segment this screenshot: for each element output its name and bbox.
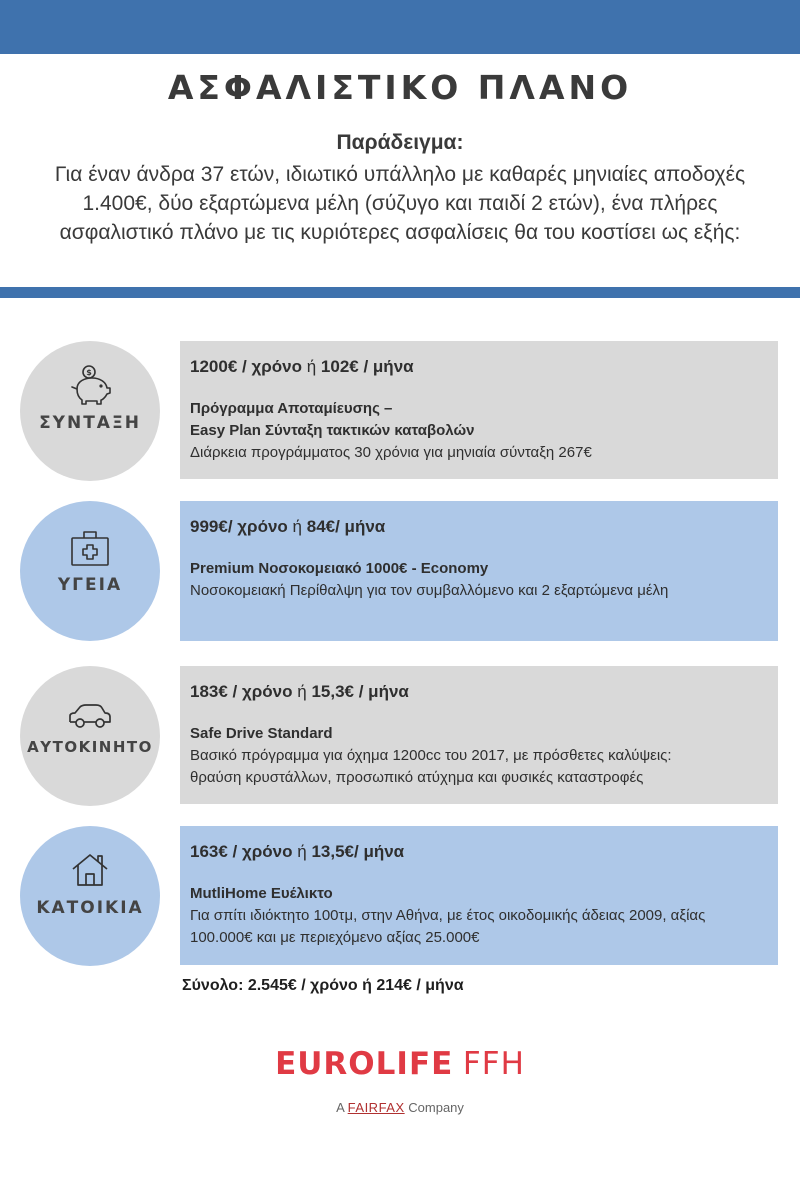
svg-text:$: $ bbox=[86, 368, 92, 377]
pension-price: 1200€ / χρόνο ή 102€ / μήνα bbox=[190, 357, 414, 376]
home-description: Για σπίτι ιδιόκτητο 100τμ, στην Αθήνα, με έτος οικοδομικής άδειας 2009, αξίας 100.000€ και με περιεχόμενο αξίας 25.000€ bbox=[190, 907, 706, 946]
house-icon bbox=[71, 853, 109, 887]
total-cost: Σύνολο: 2.545€ / χρόνο ή 214€ / μήνα bbox=[182, 977, 464, 994]
car-icon bbox=[67, 702, 113, 730]
eurolife-logo bbox=[0, 1046, 800, 1082]
car-product: Safe Drive Standard bbox=[190, 725, 333, 742]
fairfax-name: FAIRFAX bbox=[347, 1100, 405, 1115]
car-panel bbox=[180, 666, 778, 804]
health-price: 999€/ χρόνο ή 84€/ μήνα bbox=[190, 517, 386, 536]
intro-line: 1.400€, δύο εξαρτώμενα μέλη (σύζυγο και παιδί 2 ετών), ένα πλήρες bbox=[82, 192, 718, 215]
pension-circle bbox=[20, 341, 160, 481]
home-product: MutliHome Ευέλικτο bbox=[190, 885, 333, 902]
intro-heading: Παράδειγμα: bbox=[336, 131, 464, 154]
car-description: Βασικό πρόγραμμα για όχημα 1200cc του 2017, με πρόσθετες καλύψεις: θραύση κρυστάλλων, προσωπικό ατύχημα και φυσικές καταστροφές bbox=[190, 747, 672, 786]
pension-label: ΣΥΝΤΑΞΗ bbox=[39, 413, 141, 433]
home-circle bbox=[20, 826, 160, 966]
health-description: Νοσοκομειακή Περίθαλψη για τον συμβαλλόμενο και 2 εξαρτώμενα μέλη bbox=[190, 582, 669, 599]
car-price: 183€ / χρόνο ή 15,3€ / μήνα bbox=[190, 682, 409, 701]
intro-text bbox=[20, 160, 780, 247]
logo-suffix: FFH bbox=[462, 1046, 525, 1082]
page-title: ΑΣΦΑΛΙΣΤΙΚΟ ΠΛΑΝΟ bbox=[167, 68, 633, 107]
home-panel bbox=[180, 826, 778, 965]
company-tagline: A FAIRFAX Company bbox=[336, 1100, 464, 1115]
intro-line: ασφαλιστικό πλάνο με τις κυριότερες ασφαλίσεις θα του κοστίσει ως εξής: bbox=[59, 221, 741, 244]
intro-line: Για έναν άνδρα 37 ετών, ιδιωτικό υπάλληλο με καθαρές μηνιαίες αποδοχές bbox=[54, 163, 746, 186]
top-bar bbox=[0, 0, 800, 54]
home-price: 163€ / χρόνο ή 13,5€/ μήνα bbox=[190, 842, 405, 861]
pension-panel bbox=[180, 341, 778, 479]
piggy-bank-icon bbox=[67, 365, 113, 405]
pension-product: Πρόγραμμα Αποταμίευσης – Easy Plan Σύνταξη τακτικών καταβολών bbox=[190, 400, 475, 439]
health-label: ΥΓΕΙΑ bbox=[57, 575, 123, 595]
logo-brand: EUROLIFE bbox=[275, 1046, 454, 1082]
health-product: Premium Νοσοκομειακό 1000€ - Economy bbox=[190, 560, 489, 577]
health-circle bbox=[20, 501, 160, 641]
medical-kit-icon bbox=[70, 529, 110, 567]
health-panel bbox=[180, 501, 778, 641]
section-divider bbox=[0, 287, 800, 298]
car-circle bbox=[20, 666, 160, 806]
car-label: ΑΥΤΟΚΙΝΗΤΟ bbox=[27, 738, 153, 756]
home-label: ΚΑΤΟΙΚΙΑ bbox=[36, 898, 144, 918]
pension-description: Διάρκεια προγράμματος 30 χρόνια για μηνιαία σύνταξη 267€ bbox=[190, 444, 592, 461]
